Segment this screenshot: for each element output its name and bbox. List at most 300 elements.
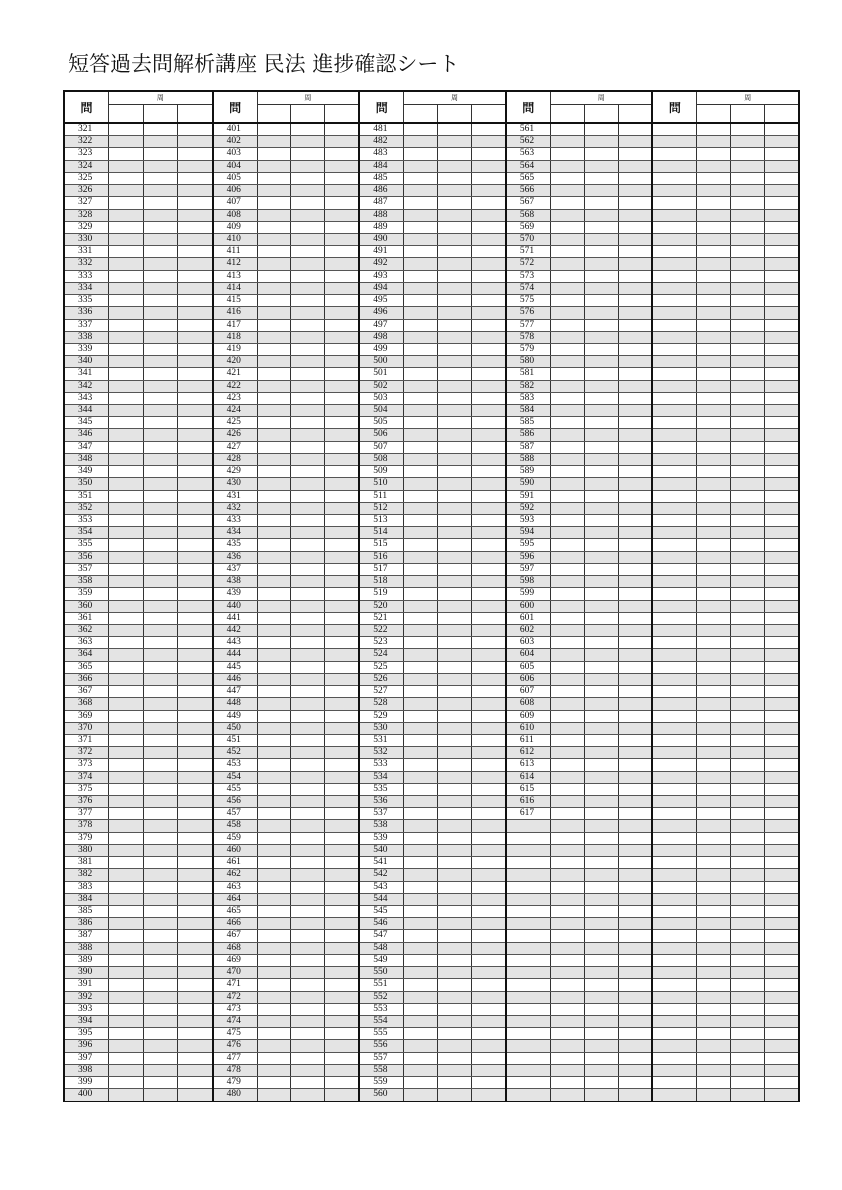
round-check-cell[interactable] xyxy=(551,906,584,917)
round-check-cell[interactable] xyxy=(697,1028,730,1039)
round-check-cell[interactable] xyxy=(258,148,291,159)
round-check-cell[interactable] xyxy=(143,381,178,392)
round-check-cell[interactable] xyxy=(764,723,798,734)
round-check-cell[interactable] xyxy=(697,1016,730,1027)
round-check-cell[interactable] xyxy=(290,307,324,318)
round-check-cell[interactable] xyxy=(324,491,358,502)
round-check-cell[interactable] xyxy=(697,417,730,428)
round-check-cell[interactable] xyxy=(258,552,291,563)
round-check-cell[interactable] xyxy=(437,784,471,795)
round-check-cell[interactable] xyxy=(324,906,358,917)
round-check-cell[interactable] xyxy=(177,564,212,575)
round-check-cell[interactable] xyxy=(471,674,505,685)
round-check-cell[interactable] xyxy=(551,1028,584,1039)
round-check-cell[interactable] xyxy=(697,882,730,893)
round-check-cell[interactable] xyxy=(471,136,505,147)
round-check-cell[interactable] xyxy=(551,332,584,343)
round-check-cell[interactable] xyxy=(143,527,178,538)
round-check-cell[interactable] xyxy=(404,491,437,502)
round-check-cell[interactable] xyxy=(551,869,584,880)
round-check-cell[interactable] xyxy=(290,613,324,624)
round-check-cell[interactable] xyxy=(404,845,437,856)
round-check-cell[interactable] xyxy=(109,258,143,269)
round-check-cell[interactable] xyxy=(324,527,358,538)
round-check-cell[interactable] xyxy=(404,1016,437,1027)
round-check-cell[interactable] xyxy=(290,429,324,440)
round-check-cell[interactable] xyxy=(730,344,764,355)
round-check-cell[interactable] xyxy=(584,503,618,514)
round-check-cell[interactable] xyxy=(404,992,437,1003)
round-check-cell[interactable] xyxy=(764,588,798,599)
round-check-cell[interactable] xyxy=(143,173,178,184)
round-check-cell[interactable] xyxy=(730,417,764,428)
round-check-cell[interactable] xyxy=(551,1089,584,1100)
round-check-cell[interactable] xyxy=(290,1004,324,1015)
round-check-cell[interactable] xyxy=(764,686,798,697)
round-check-cell[interactable] xyxy=(177,295,212,306)
round-check-cell[interactable] xyxy=(764,148,798,159)
round-check-cell[interactable] xyxy=(551,222,584,233)
round-check-cell[interactable] xyxy=(584,393,618,404)
round-check-cell[interactable] xyxy=(324,1016,358,1027)
round-check-cell[interactable] xyxy=(697,454,730,465)
round-check-cell[interactable] xyxy=(324,564,358,575)
round-check-cell[interactable] xyxy=(584,759,618,770)
round-check-cell[interactable] xyxy=(324,246,358,257)
round-check-cell[interactable] xyxy=(404,429,437,440)
round-check-cell[interactable] xyxy=(584,845,618,856)
round-check-cell[interactable] xyxy=(584,833,618,844)
round-check-cell[interactable] xyxy=(697,613,730,624)
round-check-cell[interactable] xyxy=(109,674,143,685)
round-check-cell[interactable] xyxy=(109,637,143,648)
round-check-cell[interactable] xyxy=(143,491,178,502)
round-check-cell[interactable] xyxy=(290,1040,324,1051)
round-check-cell[interactable] xyxy=(143,332,178,343)
round-check-cell[interactable] xyxy=(177,344,212,355)
round-check-cell[interactable] xyxy=(764,503,798,514)
round-check-cell[interactable] xyxy=(143,148,178,159)
round-check-cell[interactable] xyxy=(258,356,291,367)
round-check-cell[interactable] xyxy=(764,955,798,966)
round-check-cell[interactable] xyxy=(618,393,652,404)
round-check-cell[interactable] xyxy=(324,405,358,416)
round-check-cell[interactable] xyxy=(437,772,471,783)
round-check-cell[interactable] xyxy=(143,161,178,172)
round-check-cell[interactable] xyxy=(404,564,437,575)
round-check-cell[interactable] xyxy=(584,539,618,550)
round-check-cell[interactable] xyxy=(404,674,437,685)
round-check-cell[interactable] xyxy=(109,442,143,453)
round-check-cell[interactable] xyxy=(258,992,291,1003)
round-check-cell[interactable] xyxy=(471,381,505,392)
round-check-cell[interactable] xyxy=(324,808,358,819)
round-check-cell[interactable] xyxy=(584,1053,618,1064)
round-check-cell[interactable] xyxy=(324,552,358,563)
round-check-cell[interactable] xyxy=(697,393,730,404)
round-check-cell[interactable] xyxy=(324,393,358,404)
round-check-cell[interactable] xyxy=(584,283,618,294)
round-check-cell[interactable] xyxy=(177,552,212,563)
round-check-cell[interactable] xyxy=(764,185,798,196)
round-check-cell[interactable] xyxy=(730,210,764,221)
round-check-cell[interactable] xyxy=(551,185,584,196)
round-check-cell[interactable] xyxy=(437,613,471,624)
round-check-cell[interactable] xyxy=(258,845,291,856)
round-check-cell[interactable] xyxy=(471,258,505,269)
round-check-cell[interactable] xyxy=(584,271,618,282)
round-check-cell[interactable] xyxy=(258,124,291,135)
round-check-cell[interactable] xyxy=(290,210,324,221)
round-check-cell[interactable] xyxy=(618,979,652,990)
round-check-cell[interactable] xyxy=(730,576,764,587)
round-check-cell[interactable] xyxy=(618,576,652,587)
round-check-cell[interactable] xyxy=(109,429,143,440)
round-check-cell[interactable] xyxy=(143,307,178,318)
round-check-cell[interactable] xyxy=(764,930,798,941)
round-check-cell[interactable] xyxy=(177,1089,212,1100)
round-check-cell[interactable] xyxy=(764,246,798,257)
round-check-cell[interactable] xyxy=(730,625,764,636)
round-check-cell[interactable] xyxy=(437,210,471,221)
round-check-cell[interactable] xyxy=(551,845,584,856)
round-check-cell[interactable] xyxy=(730,992,764,1003)
round-check-cell[interactable] xyxy=(109,515,143,526)
round-check-cell[interactable] xyxy=(258,601,291,612)
round-check-cell[interactable] xyxy=(697,136,730,147)
round-check-cell[interactable] xyxy=(551,1053,584,1064)
round-check-cell[interactable] xyxy=(551,686,584,697)
round-check-cell[interactable] xyxy=(551,246,584,257)
round-check-cell[interactable] xyxy=(764,1016,798,1027)
round-check-cell[interactable] xyxy=(258,1004,291,1015)
round-check-cell[interactable] xyxy=(764,979,798,990)
round-check-cell[interactable] xyxy=(177,918,212,929)
round-check-cell[interactable] xyxy=(697,992,730,1003)
round-check-cell[interactable] xyxy=(764,808,798,819)
round-check-cell[interactable] xyxy=(618,723,652,734)
round-check-cell[interactable] xyxy=(618,588,652,599)
round-check-cell[interactable] xyxy=(404,967,437,978)
round-check-cell[interactable] xyxy=(290,1053,324,1064)
round-check-cell[interactable] xyxy=(764,442,798,453)
round-check-cell[interactable] xyxy=(290,185,324,196)
round-check-cell[interactable] xyxy=(290,796,324,807)
round-check-cell[interactable] xyxy=(109,613,143,624)
round-check-cell[interactable] xyxy=(437,1028,471,1039)
round-check-cell[interactable] xyxy=(324,979,358,990)
round-check-cell[interactable] xyxy=(471,295,505,306)
round-check-cell[interactable] xyxy=(584,820,618,831)
round-check-cell[interactable] xyxy=(471,796,505,807)
round-check-cell[interactable] xyxy=(437,246,471,257)
round-check-cell[interactable] xyxy=(730,173,764,184)
round-check-cell[interactable] xyxy=(404,466,437,477)
round-check-cell[interactable] xyxy=(584,478,618,489)
round-check-cell[interactable] xyxy=(404,796,437,807)
round-check-cell[interactable] xyxy=(697,979,730,990)
round-check-cell[interactable] xyxy=(764,417,798,428)
round-check-cell[interactable] xyxy=(290,197,324,208)
round-check-cell[interactable] xyxy=(551,808,584,819)
round-check-cell[interactable] xyxy=(324,772,358,783)
round-check-cell[interactable] xyxy=(730,332,764,343)
round-check-cell[interactable] xyxy=(697,845,730,856)
round-check-cell[interactable] xyxy=(551,148,584,159)
round-check-cell[interactable] xyxy=(143,1016,178,1027)
round-check-cell[interactable] xyxy=(551,552,584,563)
round-check-cell[interactable] xyxy=(404,320,437,331)
round-check-cell[interactable] xyxy=(551,381,584,392)
round-check-cell[interactable] xyxy=(143,368,178,379)
round-check-cell[interactable] xyxy=(764,564,798,575)
round-check-cell[interactable] xyxy=(109,271,143,282)
round-check-cell[interactable] xyxy=(177,258,212,269)
round-check-cell[interactable] xyxy=(143,271,178,282)
round-check-cell[interactable] xyxy=(258,442,291,453)
round-check-cell[interactable] xyxy=(290,820,324,831)
round-check-cell[interactable] xyxy=(730,515,764,526)
round-check-cell[interactable] xyxy=(471,454,505,465)
round-check-cell[interactable] xyxy=(584,429,618,440)
round-check-cell[interactable] xyxy=(258,820,291,831)
round-check-cell[interactable] xyxy=(551,124,584,135)
round-check-cell[interactable] xyxy=(258,576,291,587)
round-check-cell[interactable] xyxy=(290,601,324,612)
round-check-cell[interactable] xyxy=(764,943,798,954)
round-check-cell[interactable] xyxy=(730,747,764,758)
round-check-cell[interactable] xyxy=(404,368,437,379)
round-check-cell[interactable] xyxy=(143,979,178,990)
round-check-cell[interactable] xyxy=(290,393,324,404)
round-check-cell[interactable] xyxy=(551,894,584,905)
round-check-cell[interactable] xyxy=(404,283,437,294)
round-check-cell[interactable] xyxy=(177,381,212,392)
round-check-cell[interactable] xyxy=(143,1077,178,1088)
round-check-cell[interactable] xyxy=(177,588,212,599)
round-check-cell[interactable] xyxy=(404,503,437,514)
round-check-cell[interactable] xyxy=(290,320,324,331)
round-check-cell[interactable] xyxy=(324,674,358,685)
round-check-cell[interactable] xyxy=(324,698,358,709)
round-check-cell[interactable] xyxy=(404,527,437,538)
round-check-cell[interactable] xyxy=(109,906,143,917)
round-check-cell[interactable] xyxy=(471,686,505,697)
round-check-cell[interactable] xyxy=(109,295,143,306)
round-check-cell[interactable] xyxy=(471,393,505,404)
round-check-cell[interactable] xyxy=(404,772,437,783)
round-check-cell[interactable] xyxy=(764,197,798,208)
round-check-cell[interactable] xyxy=(437,674,471,685)
round-check-cell[interactable] xyxy=(258,283,291,294)
round-check-cell[interactable] xyxy=(730,381,764,392)
round-check-cell[interactable] xyxy=(404,161,437,172)
round-check-cell[interactable] xyxy=(258,564,291,575)
round-check-cell[interactable] xyxy=(177,735,212,746)
round-check-cell[interactable] xyxy=(290,258,324,269)
round-check-cell[interactable] xyxy=(618,124,652,135)
round-check-cell[interactable] xyxy=(697,1040,730,1051)
round-check-cell[interactable] xyxy=(290,173,324,184)
round-check-cell[interactable] xyxy=(177,979,212,990)
round-check-cell[interactable] xyxy=(437,796,471,807)
round-check-cell[interactable] xyxy=(404,601,437,612)
round-check-cell[interactable] xyxy=(109,405,143,416)
round-check-cell[interactable] xyxy=(143,1089,178,1100)
round-check-cell[interactable] xyxy=(290,466,324,477)
round-check-cell[interactable] xyxy=(290,857,324,868)
round-check-cell[interactable] xyxy=(618,686,652,697)
round-check-cell[interactable] xyxy=(618,943,652,954)
round-check-cell[interactable] xyxy=(471,222,505,233)
round-check-cell[interactable] xyxy=(697,405,730,416)
round-check-cell[interactable] xyxy=(177,808,212,819)
round-check-cell[interactable] xyxy=(258,698,291,709)
round-check-cell[interactable] xyxy=(324,368,358,379)
round-check-cell[interactable] xyxy=(697,307,730,318)
round-check-cell[interactable] xyxy=(404,979,437,990)
round-check-cell[interactable] xyxy=(404,1053,437,1064)
round-check-cell[interactable] xyxy=(618,625,652,636)
round-check-cell[interactable] xyxy=(143,723,178,734)
round-check-cell[interactable] xyxy=(618,136,652,147)
round-check-cell[interactable] xyxy=(437,295,471,306)
round-check-cell[interactable] xyxy=(404,417,437,428)
round-check-cell[interactable] xyxy=(697,820,730,831)
round-check-cell[interactable] xyxy=(109,148,143,159)
round-check-cell[interactable] xyxy=(437,808,471,819)
round-check-cell[interactable] xyxy=(697,466,730,477)
round-check-cell[interactable] xyxy=(730,662,764,673)
round-check-cell[interactable] xyxy=(324,466,358,477)
round-check-cell[interactable] xyxy=(697,759,730,770)
round-check-cell[interactable] xyxy=(404,808,437,819)
round-check-cell[interactable] xyxy=(697,197,730,208)
round-check-cell[interactable] xyxy=(584,576,618,587)
round-check-cell[interactable] xyxy=(584,625,618,636)
round-check-cell[interactable] xyxy=(471,564,505,575)
round-check-cell[interactable] xyxy=(404,784,437,795)
round-check-cell[interactable] xyxy=(551,307,584,318)
round-check-cell[interactable] xyxy=(730,197,764,208)
round-check-cell[interactable] xyxy=(258,943,291,954)
round-check-cell[interactable] xyxy=(437,344,471,355)
round-check-cell[interactable] xyxy=(764,576,798,587)
round-check-cell[interactable] xyxy=(324,955,358,966)
round-check-cell[interactable] xyxy=(697,711,730,722)
round-check-cell[interactable] xyxy=(697,784,730,795)
round-check-cell[interactable] xyxy=(177,576,212,587)
round-check-cell[interactable] xyxy=(177,185,212,196)
round-check-cell[interactable] xyxy=(258,674,291,685)
round-check-cell[interactable] xyxy=(143,955,178,966)
round-check-cell[interactable] xyxy=(697,869,730,880)
round-check-cell[interactable] xyxy=(258,833,291,844)
round-check-cell[interactable] xyxy=(584,173,618,184)
round-check-cell[interactable] xyxy=(697,1089,730,1100)
round-check-cell[interactable] xyxy=(324,918,358,929)
round-check-cell[interactable] xyxy=(290,161,324,172)
round-check-cell[interactable] xyxy=(177,1004,212,1015)
round-check-cell[interactable] xyxy=(618,808,652,819)
round-check-cell[interactable] xyxy=(618,222,652,233)
round-check-cell[interactable] xyxy=(618,173,652,184)
round-check-cell[interactable] xyxy=(109,356,143,367)
round-check-cell[interactable] xyxy=(109,930,143,941)
round-check-cell[interactable] xyxy=(109,625,143,636)
round-check-cell[interactable] xyxy=(730,649,764,660)
round-check-cell[interactable] xyxy=(177,429,212,440)
round-check-cell[interactable] xyxy=(404,943,437,954)
round-check-cell[interactable] xyxy=(764,478,798,489)
round-check-cell[interactable] xyxy=(177,1016,212,1027)
round-check-cell[interactable] xyxy=(290,906,324,917)
round-check-cell[interactable] xyxy=(551,930,584,941)
round-check-cell[interactable] xyxy=(143,417,178,428)
round-check-cell[interactable] xyxy=(404,124,437,135)
round-check-cell[interactable] xyxy=(730,833,764,844)
round-check-cell[interactable] xyxy=(730,918,764,929)
round-check-cell[interactable] xyxy=(109,173,143,184)
round-check-cell[interactable] xyxy=(618,515,652,526)
round-check-cell[interactable] xyxy=(143,442,178,453)
round-check-cell[interactable] xyxy=(730,283,764,294)
round-check-cell[interactable] xyxy=(584,772,618,783)
round-check-cell[interactable] xyxy=(109,417,143,428)
round-check-cell[interactable] xyxy=(471,613,505,624)
round-check-cell[interactable] xyxy=(324,723,358,734)
round-check-cell[interactable] xyxy=(618,503,652,514)
round-check-cell[interactable] xyxy=(143,759,178,770)
round-check-cell[interactable] xyxy=(324,820,358,831)
round-check-cell[interactable] xyxy=(551,1065,584,1076)
round-check-cell[interactable] xyxy=(324,601,358,612)
round-check-cell[interactable] xyxy=(697,576,730,587)
round-check-cell[interactable] xyxy=(143,185,178,196)
round-check-cell[interactable] xyxy=(471,845,505,856)
round-check-cell[interactable] xyxy=(764,759,798,770)
round-check-cell[interactable] xyxy=(404,552,437,563)
round-check-cell[interactable] xyxy=(618,1077,652,1088)
round-check-cell[interactable] xyxy=(109,478,143,489)
round-check-cell[interactable] xyxy=(551,173,584,184)
round-check-cell[interactable] xyxy=(258,1089,291,1100)
round-check-cell[interactable] xyxy=(697,478,730,489)
round-check-cell[interactable] xyxy=(258,955,291,966)
round-check-cell[interactable] xyxy=(404,588,437,599)
round-check-cell[interactable] xyxy=(290,662,324,673)
round-check-cell[interactable] xyxy=(177,784,212,795)
round-check-cell[interactable] xyxy=(764,784,798,795)
round-check-cell[interactable] xyxy=(437,686,471,697)
round-check-cell[interactable] xyxy=(290,1089,324,1100)
round-check-cell[interactable] xyxy=(697,601,730,612)
round-check-cell[interactable] xyxy=(437,332,471,343)
round-check-cell[interactable] xyxy=(618,1065,652,1076)
round-check-cell[interactable] xyxy=(730,429,764,440)
round-check-cell[interactable] xyxy=(584,368,618,379)
round-check-cell[interactable] xyxy=(437,918,471,929)
round-check-cell[interactable] xyxy=(618,796,652,807)
round-check-cell[interactable] xyxy=(471,466,505,477)
round-check-cell[interactable] xyxy=(324,454,358,465)
round-check-cell[interactable] xyxy=(404,356,437,367)
round-check-cell[interactable] xyxy=(764,1040,798,1051)
round-check-cell[interactable] xyxy=(404,381,437,392)
round-check-cell[interactable] xyxy=(143,429,178,440)
round-check-cell[interactable] xyxy=(697,124,730,135)
round-check-cell[interactable] xyxy=(618,698,652,709)
